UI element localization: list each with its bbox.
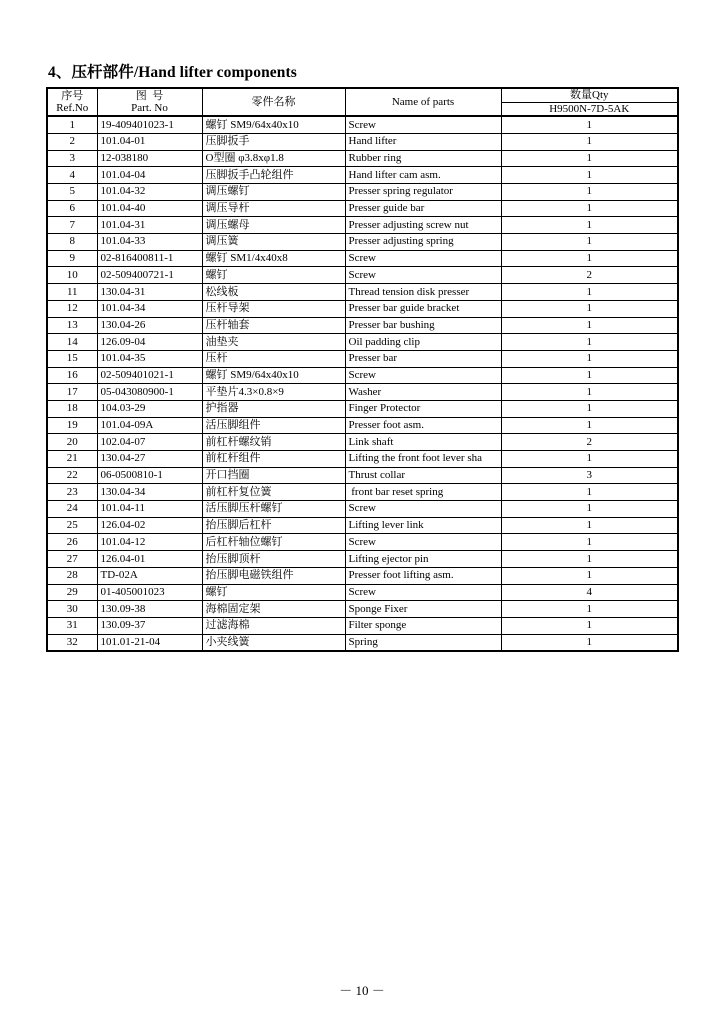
cell-qty: 1 — [501, 284, 678, 301]
table-row — [47, 167, 678, 184]
cell-name-cn: 调压导杆 — [202, 200, 345, 217]
cell-name-cn: 螺钉 — [202, 584, 345, 601]
table-row — [47, 434, 678, 451]
table-row — [47, 367, 678, 384]
cell-qty: 1 — [501, 167, 678, 184]
cell-ref-no: 14 — [47, 334, 97, 351]
cell-ref-no: 22 — [47, 467, 97, 484]
table-row — [47, 517, 678, 534]
cell-name-en: Screw — [345, 534, 501, 551]
cell-ref-no: 1 — [47, 116, 97, 133]
cell-name-en: Presser adjusting screw nut — [345, 217, 501, 234]
header-part-no — [97, 88, 202, 116]
cell-ref-no: 5 — [47, 184, 97, 201]
table-row — [47, 250, 678, 267]
cell-ref-no: 30 — [47, 601, 97, 618]
cell-qty: 1 — [501, 567, 678, 584]
cell-qty: 1 — [501, 317, 678, 334]
cell-qty: 1 — [501, 200, 678, 217]
cell-name-en: Sponge Fixer — [345, 601, 501, 618]
cell-part-no: 12-038180 — [97, 150, 202, 167]
cell-part-no: 102.04-07 — [97, 434, 202, 451]
table-row — [47, 350, 678, 367]
table-row — [47, 184, 678, 201]
table-row — [47, 417, 678, 434]
cell-qty: 1 — [501, 133, 678, 150]
cell-part-no: 130.04-27 — [97, 451, 202, 468]
cell-name-cn: 调压螺钉 — [202, 184, 345, 201]
cell-qty: 1 — [501, 451, 678, 468]
table-body — [47, 116, 678, 651]
cell-qty: 2 — [501, 267, 678, 284]
cell-name-cn: 开口挡圈 — [202, 467, 345, 484]
cell-part-no: 19-409401023-1 — [97, 116, 202, 133]
cell-name-en: Presser spring regulator — [345, 184, 501, 201]
cell-part-no: 01-405001023 — [97, 584, 202, 601]
cell-ref-no: 3 — [47, 150, 97, 167]
table-row — [47, 551, 678, 568]
cell-ref-no: 31 — [47, 617, 97, 634]
cell-ref-no: 10 — [47, 267, 97, 284]
cell-ref-no: 8 — [47, 234, 97, 251]
cell-name-cn: 油垫夹 — [202, 334, 345, 351]
header-name-cn: 零件名称 — [202, 88, 345, 116]
cell-ref-no: 9 — [47, 250, 97, 267]
cell-name-en: Hand lifter — [345, 133, 501, 150]
cell-ref-no: 7 — [47, 217, 97, 234]
cell-part-no: 101.04-12 — [97, 534, 202, 551]
cell-name-en: Lifting lever link — [345, 517, 501, 534]
cell-ref-no: 4 — [47, 167, 97, 184]
cell-qty: 1 — [501, 617, 678, 634]
table-row — [47, 567, 678, 584]
cell-part-no: 101.04-31 — [97, 217, 202, 234]
cell-ref-no: 16 — [47, 367, 97, 384]
cell-qty: 1 — [501, 417, 678, 434]
cell-name-en: Screw — [345, 501, 501, 518]
cell-name-en: Presser bar guide bracket — [345, 300, 501, 317]
page-number: － 10 － — [339, 983, 385, 998]
cell-name-en: Screw — [345, 584, 501, 601]
table-row — [47, 501, 678, 518]
table-row — [47, 384, 678, 401]
cell-name-cn: 螺钉 SM9/64x40x10 — [202, 116, 345, 133]
cell-name-en: Spring — [345, 634, 501, 651]
cell-part-no: 130.04-26 — [97, 317, 202, 334]
cell-name-cn: 平垫片4.3×0.8×9 — [202, 384, 345, 401]
cell-ref-no: 11 — [47, 284, 97, 301]
cell-name-cn: 抬压脚顶杆 — [202, 551, 345, 568]
cell-name-en: Thrust collar — [345, 467, 501, 484]
cell-name-en: Presser foot lifting asm. — [345, 567, 501, 584]
table-row — [47, 200, 678, 217]
header-ref-no — [47, 88, 97, 116]
cell-name-en: Filter sponge — [345, 617, 501, 634]
cell-part-no: 06-0500810-1 — [97, 467, 202, 484]
cell-ref-no: 23 — [47, 484, 97, 501]
cell-name-cn: 松线板 — [202, 284, 345, 301]
cell-qty: 1 — [501, 217, 678, 234]
cell-name-cn: 调压螺母 — [202, 217, 345, 234]
cell-part-no: 101.04-11 — [97, 501, 202, 518]
cell-name-en: Presser adjusting spring — [345, 234, 501, 251]
table-row — [47, 601, 678, 618]
header-part-en: Part. No — [131, 102, 168, 115]
cell-qty: 1 — [501, 601, 678, 618]
cell-name-cn: 螺钉 SM1/4x40x8 — [202, 250, 345, 267]
cell-part-no: 130.04-31 — [97, 284, 202, 301]
table-row — [47, 334, 678, 351]
cell-part-no: 104.03-29 — [97, 400, 202, 417]
cell-qty: 2 — [501, 434, 678, 451]
cell-name-cn: 调压簧 — [202, 234, 345, 251]
header-name-en: Name of parts — [345, 88, 501, 116]
cell-name-en: front bar reset spring — [345, 484, 501, 501]
table-row — [47, 634, 678, 651]
cell-name-cn: 抬压脚电磁铁组件 — [202, 567, 345, 584]
cell-name-cn: 压杆轴套 — [202, 317, 345, 334]
cell-qty: 1 — [501, 534, 678, 551]
cell-name-cn: 螺钉 SM9/64x40x10 — [202, 367, 345, 384]
cell-name-en: Screw — [345, 367, 501, 384]
header-model: H9500N-7D-5AK — [501, 102, 678, 116]
cell-name-en: Thread tension disk presser — [345, 284, 501, 301]
cell-ref-no: 19 — [47, 417, 97, 434]
cell-qty: 4 — [501, 584, 678, 601]
table-row — [47, 400, 678, 417]
cell-ref-no: 6 — [47, 200, 97, 217]
cell-name-cn: 前杠杆组件 — [202, 451, 345, 468]
cell-qty: 1 — [501, 384, 678, 401]
table-row — [47, 617, 678, 634]
cell-qty: 1 — [501, 334, 678, 351]
table-row — [47, 451, 678, 468]
cell-qty: 1 — [501, 116, 678, 133]
cell-name-cn: 活压脚组件 — [202, 417, 345, 434]
cell-name-cn: 活压脚压杆螺钉 — [202, 501, 345, 518]
header-part-cn: 图 号 — [135, 89, 164, 102]
cell-ref-no: 18 — [47, 400, 97, 417]
cell-part-no: 02-509400721-1 — [97, 267, 202, 284]
header-qty: 数量Qty — [501, 88, 678, 102]
table-row — [47, 267, 678, 284]
header-ref-cn: 序号 — [61, 89, 84, 102]
cell-part-no: 05-043080900-1 — [97, 384, 202, 401]
cell-name-cn: 抬压脚后杠杆 — [202, 517, 345, 534]
cell-name-cn: 螺钉 — [202, 267, 345, 284]
cell-qty: 1 — [501, 400, 678, 417]
cell-part-no: 101.01-21-04 — [97, 634, 202, 651]
cell-part-no: 126.09-04 — [97, 334, 202, 351]
cell-ref-no: 25 — [47, 517, 97, 534]
cell-part-no: 101.04-04 — [97, 167, 202, 184]
cell-qty: 1 — [501, 350, 678, 367]
cell-qty: 1 — [501, 150, 678, 167]
cell-ref-no: 15 — [47, 350, 97, 367]
cell-qty: 1 — [501, 501, 678, 518]
table-header-row — [47, 88, 678, 102]
table-row — [47, 217, 678, 234]
table-row — [47, 534, 678, 551]
cell-name-en: Lifting ejector pin — [345, 551, 501, 568]
cell-ref-no: 32 — [47, 634, 97, 651]
cell-name-en: Finger Protector — [345, 400, 501, 417]
cell-name-cn: 小夹线簧 — [202, 634, 345, 651]
cell-ref-no: 29 — [47, 584, 97, 601]
cell-qty: 3 — [501, 467, 678, 484]
table-row — [47, 116, 678, 133]
cell-name-en: Lifting the front foot lever sha — [345, 451, 501, 468]
cell-part-no: 130.09-38 — [97, 601, 202, 618]
cell-part-no: 126.04-01 — [97, 551, 202, 568]
cell-part-no: 101.04-34 — [97, 300, 202, 317]
cell-ref-no: 24 — [47, 501, 97, 518]
cell-name-en: Screw — [345, 116, 501, 133]
table-row — [47, 300, 678, 317]
cell-name-en: Oil padding clip — [345, 334, 501, 351]
cell-name-cn: 过滤海棉 — [202, 617, 345, 634]
cell-name-en: Screw — [345, 267, 501, 284]
cell-part-no: 101.04-33 — [97, 234, 202, 251]
cell-name-en: Rubber ring — [345, 150, 501, 167]
cell-qty: 1 — [501, 300, 678, 317]
cell-ref-no: 28 — [47, 567, 97, 584]
cell-ref-no: 13 — [47, 317, 97, 334]
cell-name-cn: 压杆 — [202, 350, 345, 367]
cell-name-en: Presser guide bar — [345, 200, 501, 217]
cell-ref-no: 27 — [47, 551, 97, 568]
cell-ref-no: 21 — [47, 451, 97, 468]
cell-name-cn: 护指器 — [202, 400, 345, 417]
cell-ref-no: 26 — [47, 534, 97, 551]
cell-ref-no: 17 — [47, 384, 97, 401]
cell-ref-no: 20 — [47, 434, 97, 451]
section-title: 4、压杆部件/Hand lifter components — [48, 64, 297, 81]
cell-name-cn: 压脚扳手凸轮组件 — [202, 167, 345, 184]
cell-name-cn: 后杠杆轴位螺钉 — [202, 534, 345, 551]
table-row — [47, 484, 678, 501]
cell-qty: 1 — [501, 634, 678, 651]
cell-part-no: 101.04-09A — [97, 417, 202, 434]
table-row — [47, 150, 678, 167]
table-row — [47, 467, 678, 484]
cell-name-cn: 海棉固定架 — [202, 601, 345, 618]
table-row — [47, 317, 678, 334]
cell-part-no: 130.09-37 — [97, 617, 202, 634]
cell-qty: 1 — [501, 250, 678, 267]
cell-name-cn: 前杠杆螺纹销 — [202, 434, 345, 451]
cell-name-cn: 前杠杆复位簧 — [202, 484, 345, 501]
cell-name-en: Link shaft — [345, 434, 501, 451]
cell-name-cn: 压脚扳手 — [202, 133, 345, 150]
table-row — [47, 234, 678, 251]
cell-qty: 1 — [501, 551, 678, 568]
parts-table — [46, 87, 679, 652]
cell-part-no: 126.04-02 — [97, 517, 202, 534]
cell-part-no: 101.04-40 — [97, 200, 202, 217]
cell-name-en: Presser bar bushing — [345, 317, 501, 334]
cell-part-no: 02-509401021-1 — [97, 367, 202, 384]
cell-name-cn: O型圈 φ3.8xφ1.8 — [202, 150, 345, 167]
cell-ref-no: 12 — [47, 300, 97, 317]
table-row — [47, 284, 678, 301]
cell-qty: 1 — [501, 484, 678, 501]
table-row — [47, 584, 678, 601]
cell-name-cn: 压杆导架 — [202, 300, 345, 317]
cell-part-no: 02-816400811-1 — [97, 250, 202, 267]
cell-qty: 1 — [501, 517, 678, 534]
cell-qty: 1 — [501, 367, 678, 384]
cell-name-en: Washer — [345, 384, 501, 401]
cell-part-no: 101.04-35 — [97, 350, 202, 367]
table-row — [47, 133, 678, 150]
cell-name-en: Presser foot asm. — [345, 417, 501, 434]
cell-part-no: 130.04-34 — [97, 484, 202, 501]
cell-qty: 1 — [501, 184, 678, 201]
cell-ref-no: 2 — [47, 133, 97, 150]
cell-part-no: 101.04-32 — [97, 184, 202, 201]
cell-qty: 1 — [501, 234, 678, 251]
header-ref-en: Ref.No — [56, 102, 89, 115]
cell-part-no: TD-02A — [97, 567, 202, 584]
cell-name-en: Presser bar — [345, 350, 501, 367]
cell-name-en: Hand lifter cam asm. — [345, 167, 501, 184]
cell-name-en: Screw — [345, 250, 501, 267]
cell-part-no: 101.04-01 — [97, 133, 202, 150]
